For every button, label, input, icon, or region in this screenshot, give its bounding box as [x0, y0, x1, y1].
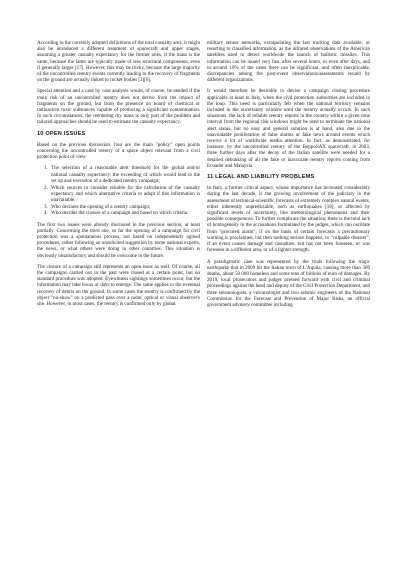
- list-item: 3. Who declares the opening of a reentry campaign;: [49, 204, 200, 210]
- paragraph: military sensor networks, extrapolating the last tracking data available, or resorting to classified information, as the infrared observations of the American satellites used to detect worldwide the launch of ballistic missiles. This information can be issued very fast, after several hours, or even after days, and in around 10% of the cases there can be significant, and often inexplicable, discrepancies among the post-event observations/assessments issued by different organizations.: [207, 40, 370, 84]
- paragraph: Based on the previous discussion, four are the main "policy" open points concerning the uncontrolled reentry of a space object relevant from a civil protection point of view:: [37, 141, 200, 161]
- list-item: 1. The selection of a reasonable alert threshold for the global and/or national casualty expectancy, the exceeding of which would lead to the set up and execution of a dedicated reentry campaign;: [49, 165, 200, 184]
- paragraph: The first two issues were already discussed in the previous section, at least partially. Concerning the third one, so far the opening of a campaign for civil protection was a spontaneous process, not based on independently agreed procedures, rather following an unsolicited suggestion by some national experts, the news, or what others were doing in other countries. This situation is obviously unsatisfactory and should be overcome in the future.: [37, 221, 200, 259]
- list-item: 4. Who decides the closure of a campaign and based on which criteria.: [49, 210, 200, 216]
- paragraph: According to the currently adopted definitions of the total casualty area, it might also be introduced a different treatment of spacecraft and upper stages, assuming a greater casualty expectancy for the former ones, if the mass is the same, because the latter are typically made of less structural components, even if generally larger [17]. However, this may be tricky, because the large majority of the uncontrolled reentry events currently leading to the recovery of fragments on the ground are actually linked to rocket bodies [3][6].: [37, 40, 200, 84]
- paragraph: Special attention and a case by case analysis would, of course, be needed if the main risk of an uncontrolled reentry does not derive from the impact of fragments on the ground, but from the presence on board of chemical or radioactive toxic substances capable of producing a significant contamination. In such circumstances, the reentering dry mass is only part of the problem and tailored approaches should be used to estimate the casualty expectancy.: [37, 88, 200, 126]
- paragraph: A paradigmatic case was represented by the trials following the tragic earthquake that in 2009 hit the Italian town of L'Aquila, causing more than 300 deaths, about 50 000 homeless and some tens of billions of euro of damages. By 2010, local prosecutors and judges pressed forward with civil and criminal proceedings against the head and deputy of the Civil Protection Department, and three seismologists, a volcanologist and two seismic engineers of the National Commission for the Forecast and Prevention of Major Risks, an official government advisory committee including: [207, 258, 370, 308]
- paragraph: It would therefore be desirable to devise a campaign closing procedure applicable at least to Italy, when the civil protection authorities are included in the loop. This need is particularly felt when the national territory remains included in the uncertainty window until the reentry actually occurs. In such situations, the lack of reliable reentry reports in the country within a given time interval from the regional risk windows might be used to terminate the national alert status, but no easy and general solution is at hand, also due to the unavoidable proliferation of false alarms or fake news around events which receive a lot of worldwide media attention. In fact, as demonstrated, for instance, by the uncontrolled reentry of the BeppoSAX spacecraft, in 2003, three further days after the decay of the Italian satellite were needed for a detailed debunking of all the fake or inaccurate reentry reports coming from Ecuador and Malaysia.: [207, 88, 370, 169]
- list-item: 2. Which sources to consider reliable for the calculation of the casualty expectancy and which alternative criteria to adopt if this information is unavailable;: [49, 185, 200, 204]
- paragraph: The closure of a campaign still represents an open issue as well. Of course, all the campaigns carried out in the past were closed at a certain point, but no standard procedure was adopted. Eyewitness sightings sometimes occur, but the information may take hours or days to emerge. The same applies to the eventual recovery of debris on the ground. In some cases the reentry is confirmed by the object "no-show" on a predicted pass over a radar, optical or visual observer's site. However, in most cases, the reentry is confirmed only by global: [37, 263, 200, 308]
- paragraph: In Italy, a further critical aspect, whose importance has increased considerably during the last decade, is the growing involvement of the judiciary in the assessment of technical-scientific forecasts of extremely complex natural events, either inherently unpredictable, such as earthquakes [18], or affected by significant levels of uncertainty, like meteorological phenomena and their possible consequences. To further complicate the situation, there is the total lack of homogeneity in the accusations formulated by the judges, which can oscillate from "procured alarm", if on the basis of certain forecasts a precautionary warning is proclaimed, but then nothing serious happens, to "culpable disaster", if an event causes damage and casualties, but has not been foreseen, or was foreseen in a different area, or of a lighter strength.: [207, 185, 370, 254]
- section-heading-legal-liability: 11 LEGAL AND LIABILITY PROBLEMS: [207, 174, 315, 181]
- right-column: [207, 40, 370, 313]
- section-heading-open-issues: 10 OPEN ISSUES: [37, 130, 86, 137]
- left-column: [37, 40, 200, 312]
- open-issues-list: [37, 165, 200, 216]
